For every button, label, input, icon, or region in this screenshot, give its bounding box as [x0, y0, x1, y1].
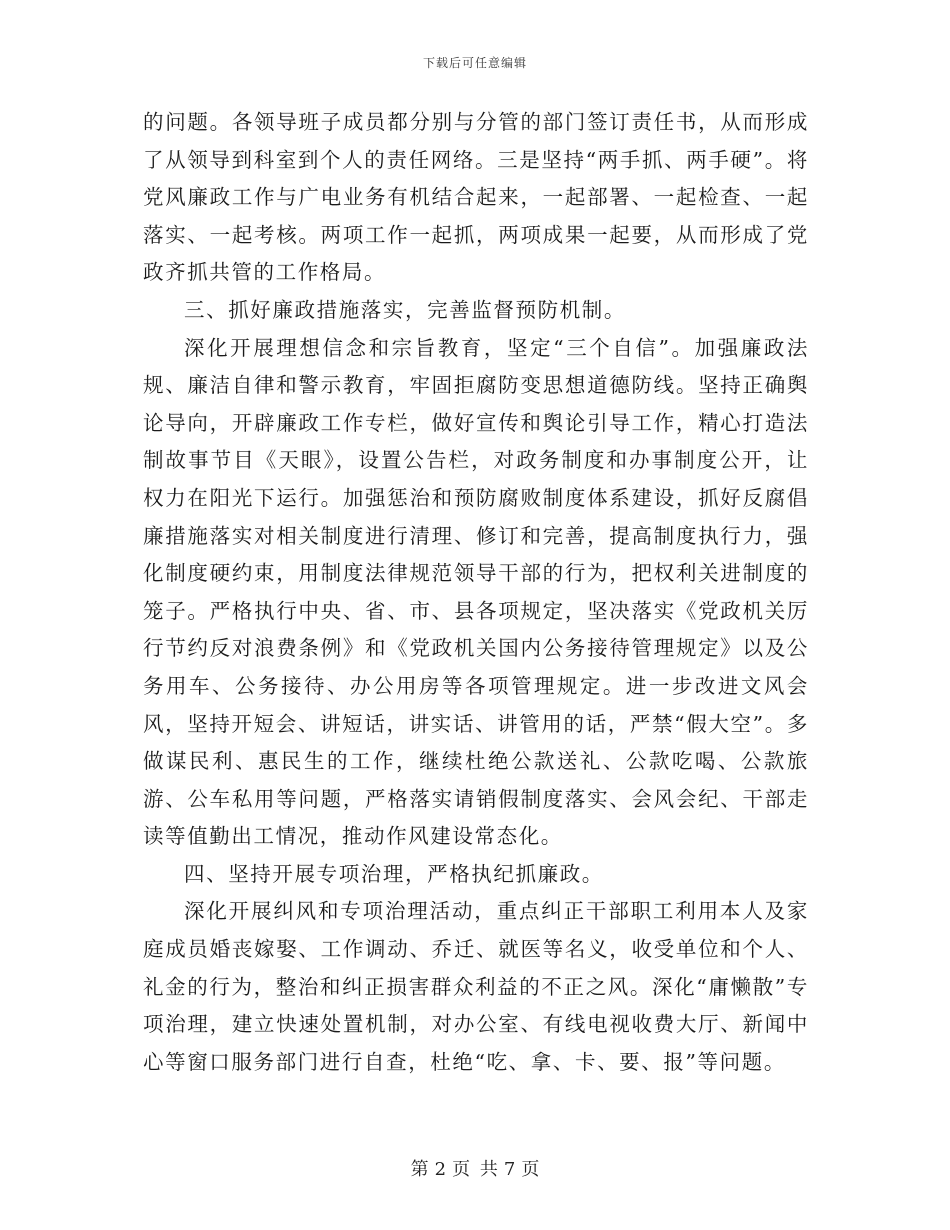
page-number-footer: [0, 1155, 950, 1181]
footer-suffix: 页: [521, 1159, 540, 1180]
total-page-count: 7: [503, 1159, 516, 1180]
paragraph-section-3: 深化开展理想信念和宗旨教育，坚定“三个自信”。加强廉政法规、廉洁自律和警示教育，牢固拒腐防变思想道德防线。坚持正确舆论导向，开辟廉政工作专栏，做好宣传和舆论引导工作，精心打造法制故事节目《天眼》，设置公告栏，对政务制度和办事制度公开，让权力在阳光下运行。加强惩治和预防腐败制度体系建设，抓好反腐倡廉措施落实对相关制度进行清理、修订和完善，提高制度执行力，强化制度硬约束，用制度法律规范领导干部的行为，把权利关进制度的笼子。严格执行中央、省、市、县各项规定，坚决落实《党政机关厉行节约反对浪费条例》和《党政机关国内公务接待管理规定》以及公务用车、公务接待、办公用房等各项管理规定。进一步改进文风会风，坚持开短会、讲短话，讲实话、讲管用的话，严禁“假大空”。多做谋民利、惠民生的工作，继续杜绝公款送礼、公款吃喝、公款旅游、公车私用等问题，严格落实请销假制度落实、会风会纪、干部走读等值勤出工情况，推动作风建设常态化。: [143, 335, 809, 849]
current-page-number: 2: [434, 1159, 447, 1180]
footer-prefix: 第: [410, 1159, 429, 1180]
paragraph-continuation: 的问题。各领导班子成员都分别与分管的部门签订责任书，从而形成了从领导到科室到个人的责任网络。三是坚持“两手抓、两手硬”。将党风廉政工作与广电业务有机结合起来，一起部署、一起检查、一起落实、一起考核。两项工作一起抓，两项成果一起要，从而形成了党政齐抓共管的工作格局。: [143, 110, 809, 285]
footer-mid: 页 共: [452, 1159, 498, 1180]
header-note: 下载后可任意编辑: [422, 56, 527, 70]
document-body: [143, 104, 809, 1081]
section-heading-4: 四、坚持开展专项治理，严格执纪抓廉政。: [184, 861, 604, 886]
paragraph-section-4: 深化开展纠风和专项治理活动，重点纠正干部职工利用本人及家庭成员婚丧嫁娶、工作调动、乔迁、就医等名义，收受单位和个人、礼金的行为，整治和纠正损害群众利益的不正之风。深化“庸懒散”专项治理，建立快速处置机制，对办公室、有线电视收费大厅、新闻中心等窗口服务部门进行自查，杜绝“吃、拿、卡、要、报”等问题。: [143, 899, 809, 1074]
section-heading-3: 三、抓好廉政措施落实，完善监督预防机制。: [184, 297, 626, 322]
